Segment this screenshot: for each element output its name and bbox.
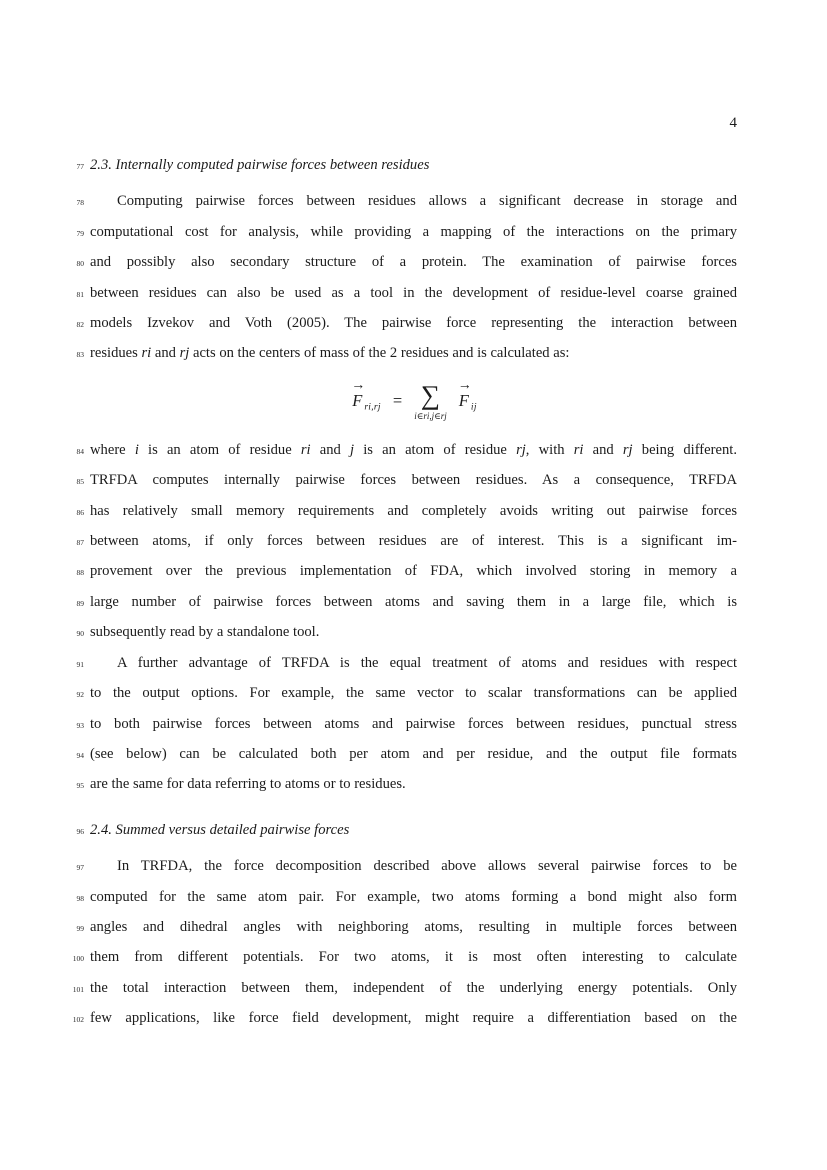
line-number: 100 (72, 954, 84, 964)
section-heading-line (76, 150, 737, 180)
text-segment: 2.4. Summed versus detailed pairwise forces (90, 821, 350, 838)
line-number: 102 (72, 1015, 84, 1025)
text-segment: 2.3. Internally computed pairwise forces between residues (90, 157, 430, 173)
line-text (90, 526, 737, 556)
text-line (76, 648, 737, 678)
text-segment: acts on the centers of mass of the 2 residues and is calculated as: (189, 345, 570, 362)
text-segment: and (151, 345, 180, 362)
text-segment: TRFDA computes internally pairwise forces between residues. As a consequence, TRFDA (90, 472, 737, 489)
line-number: 89 (76, 598, 84, 608)
line-text (90, 617, 737, 647)
text-segment: computed for the same atom pair. For example, two atoms forming a bond might also form (90, 888, 737, 905)
text-segment: are the same for data referring to atoms or to residues. (90, 776, 406, 793)
vector-arrow-icon: → (457, 377, 471, 393)
text-line (76, 739, 737, 769)
section-heading (76, 150, 737, 180)
paragraph (76, 435, 737, 648)
text-line (76, 587, 737, 617)
line-number: 84 (76, 446, 84, 456)
text-segment: subsequently read by a standalone tool. (90, 624, 320, 641)
line-text (90, 435, 737, 465)
line-text (90, 150, 737, 180)
line-text (90, 465, 737, 495)
line-number: 81 (76, 289, 84, 299)
text-line (76, 678, 737, 708)
text-segment: has relatively small memory requirements and completely avoids writing out pairwise forces (90, 502, 737, 519)
text-line (76, 247, 737, 277)
text-segment: being different. (632, 441, 737, 458)
text-line (76, 617, 737, 647)
section-heading-line (76, 815, 737, 845)
text-segment: i (134, 441, 139, 458)
text-segment: rj (516, 441, 526, 458)
line-text (90, 1003, 737, 1033)
text-line (76, 338, 737, 368)
line-text (90, 815, 737, 845)
line-number: 95 (76, 781, 84, 791)
line-text (90, 587, 737, 617)
line-number: 83 (76, 350, 84, 360)
line-number: 82 (76, 320, 84, 330)
vector-force-rhs (457, 377, 471, 411)
line-text (90, 278, 737, 308)
line-text (90, 709, 737, 739)
summation-limits: i∈ri,j∈rj (414, 411, 447, 422)
force-symbol: F (352, 390, 363, 410)
section-heading (76, 815, 737, 845)
line-number: 99 (76, 923, 84, 933)
line-number: 90 (76, 629, 84, 639)
sigma-operator: ∑ (420, 380, 441, 411)
line-text (90, 851, 737, 881)
text-line (72, 1003, 737, 1033)
line-number: 85 (76, 477, 84, 487)
line-text (90, 769, 737, 799)
force-symbol: F (458, 390, 469, 410)
text-segment: the total interaction between them, independent of the underlying energy potentials. Only (90, 979, 737, 996)
text-segment: Computing pairwise forces between residues allows a significant decrease in storage and (117, 193, 737, 210)
text-line (72, 942, 737, 972)
text-segment: and (583, 441, 623, 458)
line-text (90, 247, 737, 277)
line-number: 97 (76, 863, 84, 873)
paragraph (76, 648, 737, 800)
text-segment: computational cost for analysis, while providing a mapping of the interactions on the primary (90, 223, 737, 240)
line-number: 88 (76, 568, 84, 578)
text-segment: between atoms, if only forces between residues are of interest. This is a significant im- (90, 533, 737, 550)
line-text (90, 973, 737, 1003)
text-segment: In TRFDA, the force decomposition described above allows several pairwise forces to be (117, 858, 737, 875)
text-segment: provement over the previous implementation of FDA, which involved storing in memory a (90, 563, 737, 580)
line-number: 77 (76, 162, 84, 171)
text-segment: and (310, 441, 351, 458)
text-segment: A further advantage of TRFDA is the equal treatment of atoms and residues with respect (117, 654, 737, 671)
text-segment: between residues can also be used as a tool in the development of residue-level coarse grained (90, 284, 737, 301)
text-line (76, 278, 737, 308)
text-segment: to the output options. For example, the same vector to scalar transformations can be applied (90, 685, 737, 702)
text-line (76, 882, 737, 912)
text-line (76, 496, 737, 526)
paragraph (76, 186, 737, 368)
line-number: 80 (76, 259, 84, 269)
equation-block (90, 369, 737, 435)
line-text (90, 338, 737, 368)
line-text (90, 648, 737, 678)
line-text (90, 739, 737, 769)
text-line (76, 465, 737, 495)
line-number: 79 (76, 228, 84, 238)
line-text (90, 217, 737, 247)
line-text (90, 186, 737, 216)
text-segment: ri (141, 345, 152, 362)
text-segment: to both pairwise forces between atoms and pairwise forces between residues, punctual stress (90, 715, 737, 732)
text-line (76, 851, 737, 881)
text-segment: (see below) can be calculated both per atom and per residue, and the output file formats (90, 745, 737, 762)
line-number: 87 (76, 538, 84, 548)
lhs-subscript: ri,rj (364, 402, 381, 413)
line-number: 92 (76, 690, 84, 700)
text-segment: few applications, like force field development, might require a differentiation based on the (90, 1010, 737, 1027)
line-text (90, 308, 737, 338)
text-segment: is an atom of residue (138, 441, 301, 458)
line-text (90, 678, 737, 708)
line-number: 94 (76, 750, 84, 760)
page-number: 4 (729, 115, 737, 131)
text-segment: models Izvekov and Voth (2005). The pairwise force representing the interaction between (90, 315, 737, 332)
text-segment: rj (179, 345, 190, 362)
text-segment: large number of pairwise forces between atoms and saving them in a large file, which is (90, 593, 737, 610)
text-segment: , with (525, 441, 574, 458)
line-text (90, 882, 737, 912)
text-line (72, 973, 737, 1003)
text-segment: residues (90, 345, 142, 362)
text-segment: ri (573, 441, 584, 458)
text-line (76, 435, 737, 465)
text-line (76, 912, 737, 942)
line-number: 98 (76, 893, 84, 903)
line-number: 93 (76, 720, 84, 730)
text-segment: is an atom of residue (354, 441, 517, 458)
text-block (72, 150, 737, 1034)
line-number: 78 (76, 198, 84, 208)
line-text (90, 912, 737, 942)
equation (350, 377, 477, 422)
line-number: 101 (72, 984, 84, 994)
text-segment: where (90, 441, 135, 458)
vector-force-lhs (350, 377, 365, 411)
paragraph (72, 851, 737, 1033)
line-number: 96 (76, 826, 84, 836)
text-segment: rj (622, 441, 633, 458)
text-segment: angles and dihedral angles with neighboring atoms, resulting in multiple forces between (90, 918, 737, 935)
text-segment: and possibly also secondary structure of a protein. The examination of pairwise forces (90, 254, 737, 271)
text-line (76, 186, 737, 216)
text-line (76, 308, 737, 338)
summation (414, 382, 447, 421)
equals-sign: = (392, 390, 403, 410)
text-line (76, 217, 737, 247)
text-line (76, 769, 737, 799)
line-text (90, 496, 737, 526)
text-segment: them from different potentials. For two atoms, it is most often interesting to calculate (90, 949, 737, 966)
text-segment: j (350, 441, 355, 458)
rhs-subscript: ij (470, 402, 477, 413)
text-line (76, 526, 737, 556)
vector-arrow-icon: → (351, 377, 365, 393)
line-text (90, 556, 737, 586)
line-number: 91 (76, 659, 84, 669)
line-number: 86 (76, 507, 84, 517)
text-segment: ri (300, 441, 311, 458)
text-line (76, 556, 737, 586)
line-text (90, 942, 737, 972)
text-line (76, 709, 737, 739)
